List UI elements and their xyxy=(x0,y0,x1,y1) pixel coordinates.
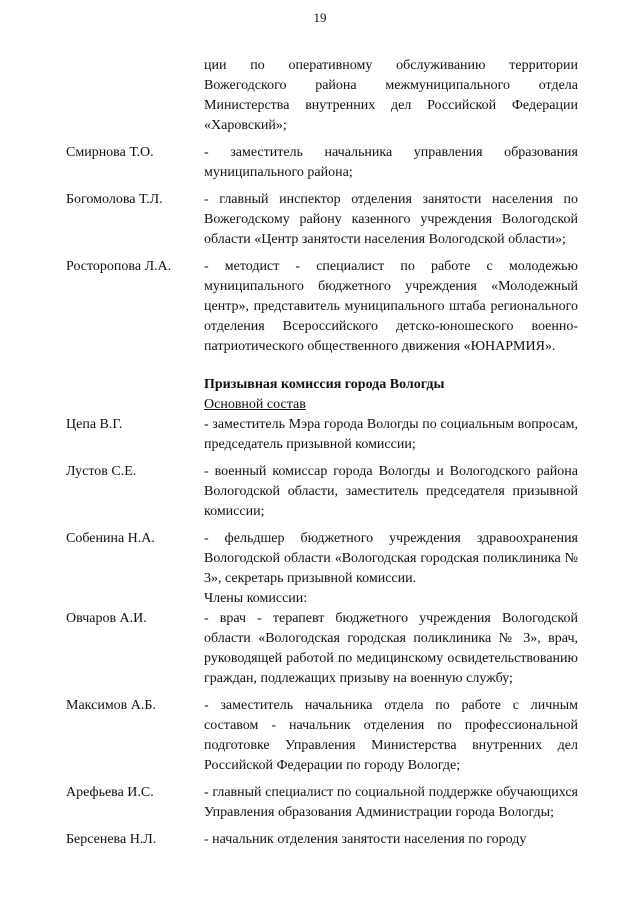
entry-row xyxy=(66,830,578,850)
person-role: - фельдшер бюджетного учреждения здравоохранения Вологодской области «Вологодская городская поликлиника № 3», секретарь призывной комиссии. xyxy=(204,531,578,586)
person-role: - заместитель начальника отдела по работе с личным составом - начальник отделения по профессиональной подготовке Управления Министерства внутренних дел Российской Федерации по городу Вологде; xyxy=(204,698,578,773)
person-name: Берсенева Н.Л. xyxy=(66,832,157,847)
document-body xyxy=(66,56,578,850)
person-role: - главный специалист по социальной поддержке обучающихся Управления образования Администрации города Вологды; xyxy=(204,785,578,820)
entry-row xyxy=(66,143,578,183)
main-composition-label: Основной состав xyxy=(204,397,306,412)
person-name: Арефьева И.С. xyxy=(66,785,154,800)
person-name: Смирнова Т.О. xyxy=(66,145,154,160)
members-label: Члены комиссии: xyxy=(204,591,308,606)
intro-name-spacer xyxy=(66,56,204,136)
entry-row xyxy=(66,415,578,455)
entry-row xyxy=(66,783,578,823)
person-name: Росторопова Л.А. xyxy=(66,259,172,274)
page-number: 19 xyxy=(313,10,327,25)
entry-row xyxy=(66,257,578,357)
person-name: Богомолова Т.Л. xyxy=(66,192,163,207)
person-role: - врач - терапевт бюджетного учреждения Вологодской области «Вологодская городская поликлиника № 3», врач, руководящей работой по медицинскому освидетельствованию граждан, подлежащих призыву на военную службу; xyxy=(204,611,578,686)
person-name: Цепа В.Г. xyxy=(66,417,123,432)
entry-row xyxy=(66,609,578,689)
entry-row xyxy=(66,529,578,589)
person-name: Собенина Н.А. xyxy=(66,531,155,546)
intro-continuation: ции по оперативному обслуживанию территории Вожегодского района межмуниципального отдела Министерства внутренних дел Российской Федерации «Харовский»; xyxy=(204,58,578,133)
entry-row xyxy=(66,190,578,250)
person-name: Лустов С.Е. xyxy=(66,464,137,479)
person-role: - военный комиссар города Вологды и Вологодского района Вологодской области, заместитель председателя призывной комиссии; xyxy=(204,464,578,519)
person-role: - главный инспектор отделения занятости населения по Вожегодскому району казенного учреждения Вологодской области «Центр занятости населения Вологодской области»; xyxy=(204,192,578,247)
person-role: - методист - специалист по работе с молодежью муниципального бюджетного учреждения «Молодежный центр», представитель муниципального штаба регионального отделения Всероссийского детско-юношеского военно-патриотического общественного движения «ЮНАРМИЯ». xyxy=(204,259,578,354)
person-name: Овчаров А.И. xyxy=(66,611,147,626)
person-role: - заместитель начальника управления образования муниципального района; xyxy=(204,145,578,180)
intro-row xyxy=(66,56,578,136)
entry-row xyxy=(66,696,578,776)
entry-row xyxy=(66,462,578,522)
commission-title: Призывная комиссия города Вологды xyxy=(204,377,445,392)
person-role: - заместитель Мэра города Вологды по социальным вопросам, председатель призывной комиссии; xyxy=(204,417,578,452)
person-role: - начальник отделения занятости населения по городу xyxy=(204,832,527,847)
person-name: Максимов А.Б. xyxy=(66,698,156,713)
